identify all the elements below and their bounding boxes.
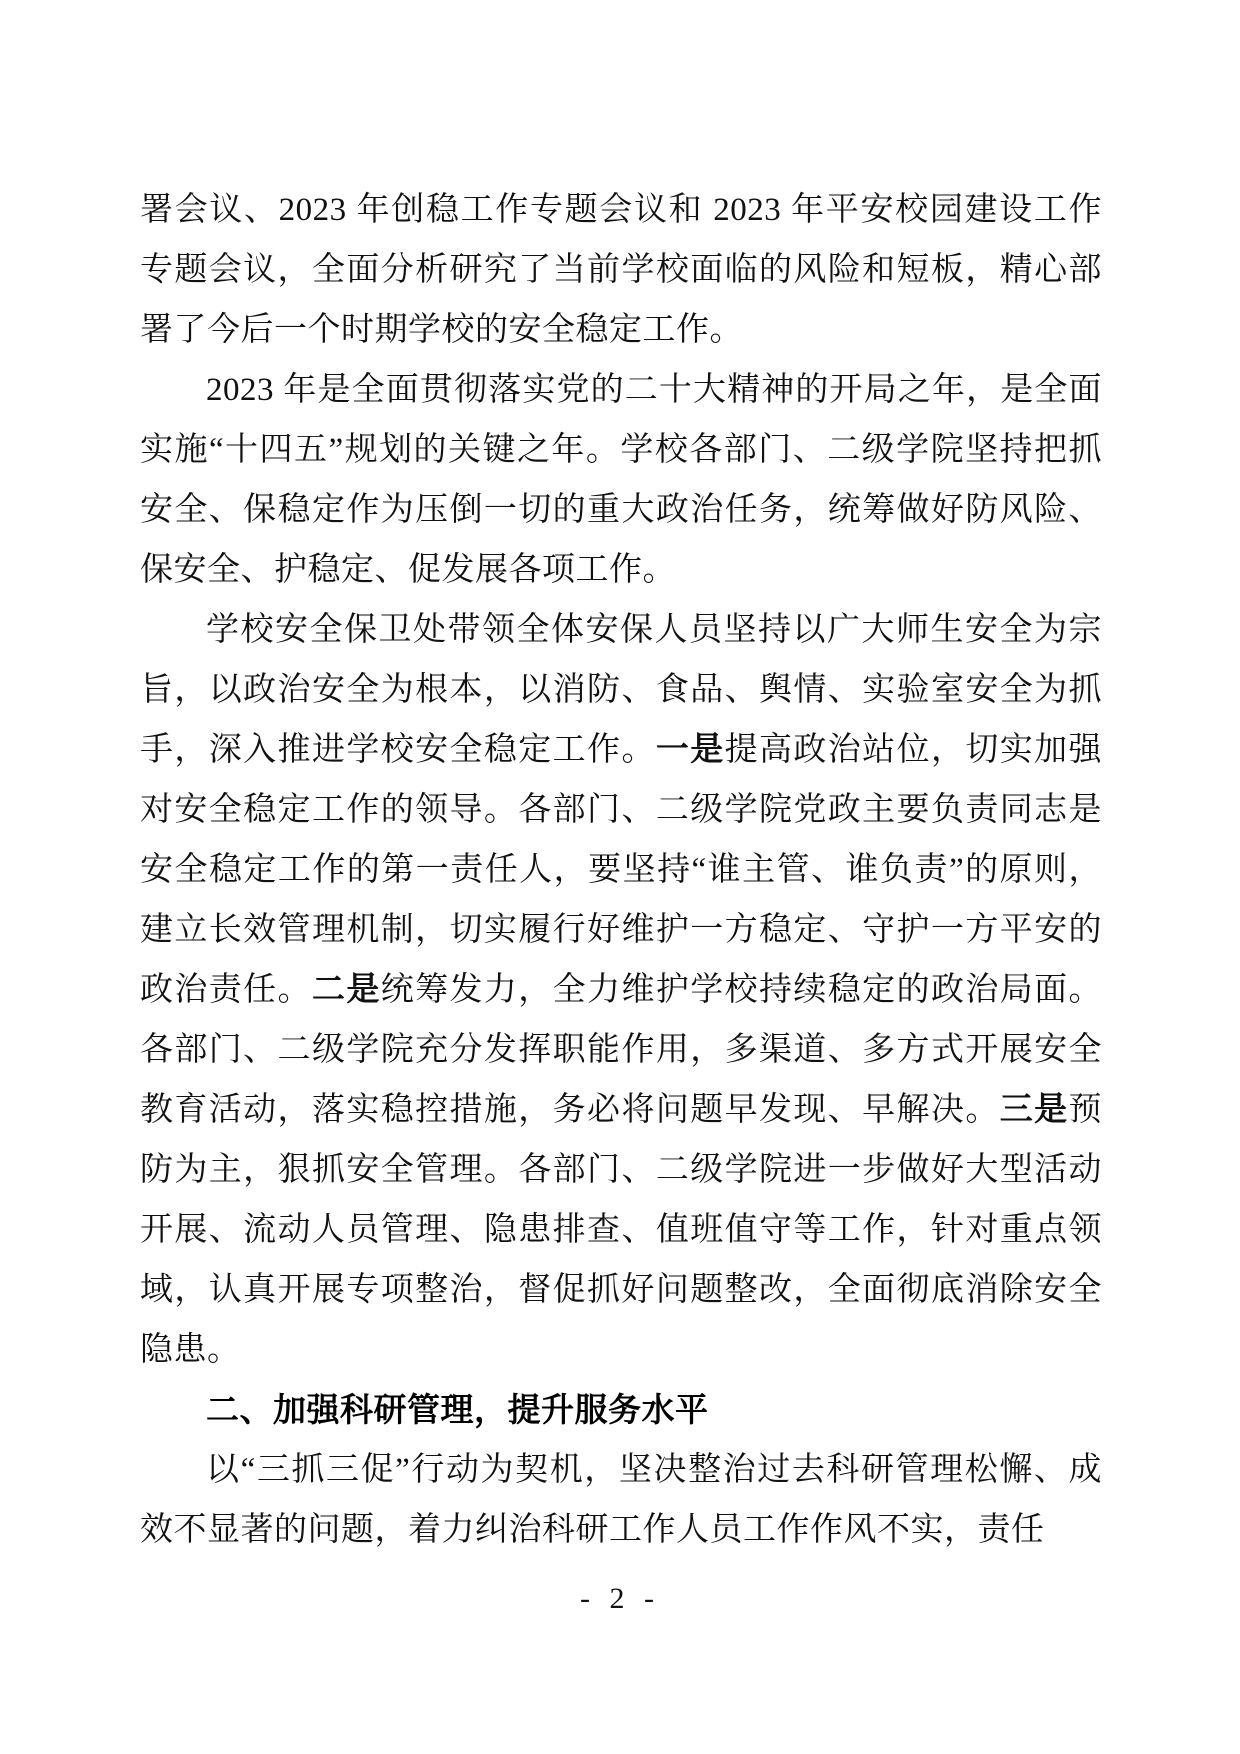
text-run: 以“三抓三促”行动为契机，坚决整治过去科研管理松懈、成效不显著的问题，着力纠治科研工作人员工作作风不实，责任 xyxy=(140,1452,1102,1548)
text-run: 学校安全保卫处带领全体安保人员坚持以广大师生安全为宗旨，以政治安全为根本，以消防、食品、舆情、实验室安全为抓手，深入推进学校安全稳定工作。 xyxy=(140,612,1102,768)
bold-text-run: 三是 xyxy=(999,1092,1069,1128)
text-run: 统筹发力，全力维护学校持续稳定的政治局面。各部门、二级学院充分发挥职能作用，多渠道、多方式开展安全教育活动，落实稳控措施，务必将问题早发现、早解决。 xyxy=(140,972,1103,1128)
body-paragraph xyxy=(140,360,1102,600)
body-paragraph xyxy=(140,600,1102,1380)
text-run: 提高政治站位，切实加强对安全稳定工作的领导。各部门、二级学院党政主要负责同志是安全稳定工作的第一责任人，要坚持“谁主管、谁负责”的原则，建立长效管理机制，切实履行好维护一方稳定、守护一方平安的政治责任。 xyxy=(140,732,1103,1008)
body-paragraph xyxy=(140,1440,1102,1560)
section-heading xyxy=(140,1380,1102,1440)
text-run: 2023 年是全面贯彻落实党的二十大精神的开局之年，是全面实施“十四五”规划的关键之年。学校各部门、二级学院坚持把抓安全、保稳定作为压倒一切的重大政治任务，统筹做好防风险、保安全、护稳定、促发展各项工作。 xyxy=(140,372,1102,588)
page-number: - 2 - xyxy=(580,1582,660,1615)
bold-text-run: 二、加强科研管理，提升服务水平 xyxy=(206,1391,709,1428)
document-body xyxy=(140,180,1102,1560)
text-run: 预防为主，狠抓安全管理。各部门、二级学院进一步做好大型活动开展、流动人员管理、隐患排查、值班值守等工作，针对重点领域，认真开展专项整治，督促抓好问题整改，全面彻底消除安全隐患。 xyxy=(140,1092,1103,1368)
bold-text-run: 二是 xyxy=(311,972,381,1008)
body-paragraph xyxy=(140,180,1102,360)
bold-text-run: 一是 xyxy=(655,732,725,768)
text-run: 署会议、2023 年创稳工作专题会议和 2023 年平安校园建设工作专题会议，全面分析研究了当前学校面临的风险和短板，精心部署了今后一个时期学校的安全稳定工作。 xyxy=(140,192,1103,348)
